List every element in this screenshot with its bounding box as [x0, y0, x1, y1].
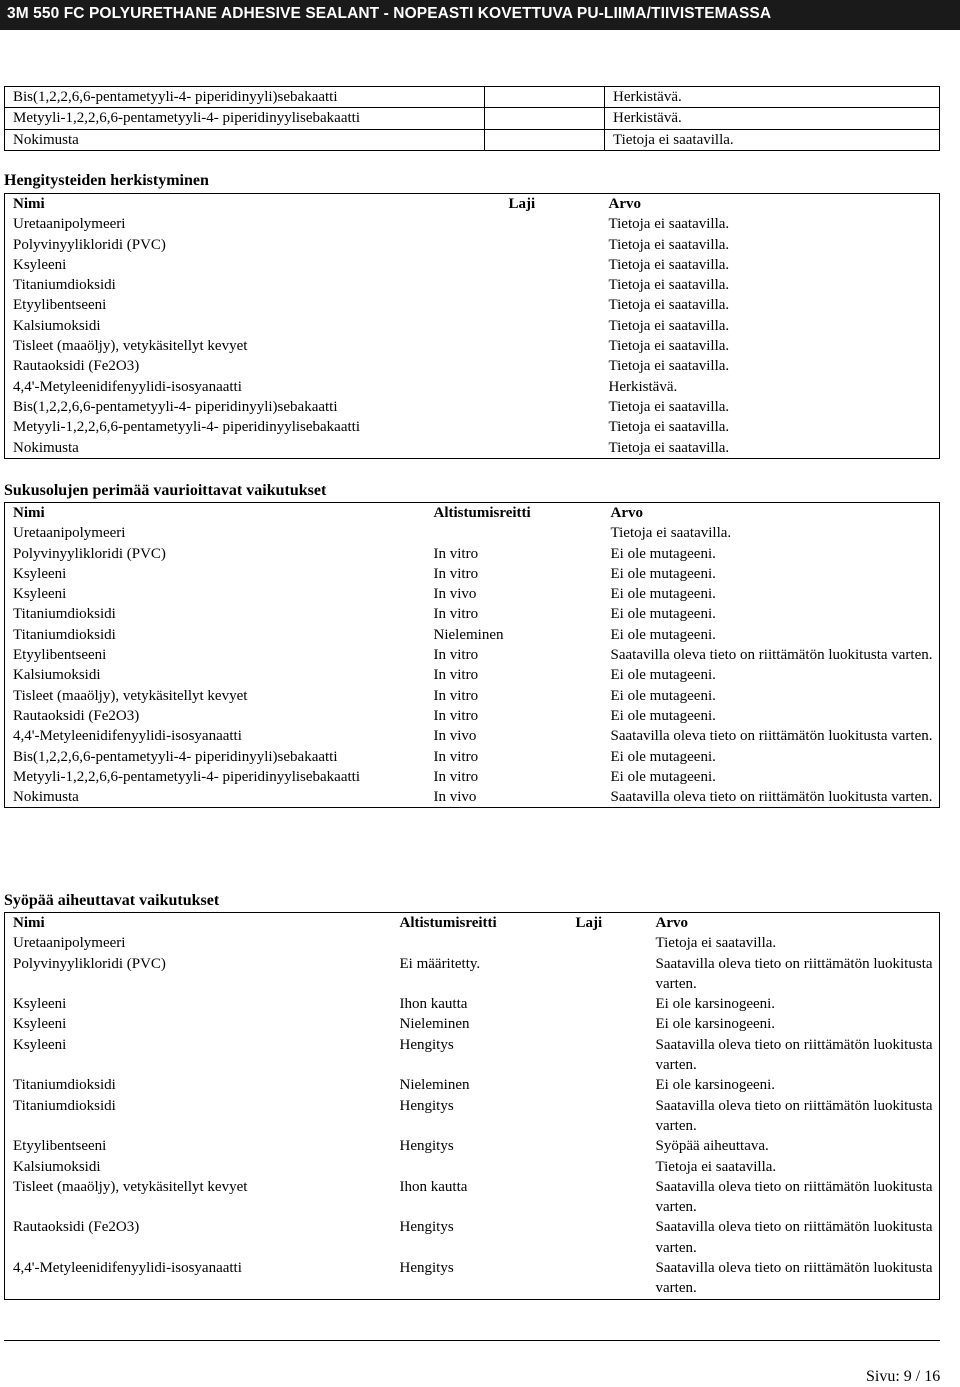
cell-name: Ksyleeni — [13, 256, 67, 273]
cell-value: Ei ole mutageeni. — [610, 667, 716, 684]
cell-name: Uretaanipolymeeri — [13, 525, 126, 542]
cell-route: In vitro — [433, 647, 479, 664]
cell-value: Ei ole karsinogeeni. — [655, 1016, 776, 1033]
table-row — [5, 625, 940, 645]
respiratory-sensitization-table — [4, 193, 940, 459]
cell-type — [501, 255, 601, 275]
cell-value: Ei ole mutageeni. — [610, 626, 716, 643]
cell-type — [501, 397, 601, 417]
table-row — [5, 564, 940, 584]
section-title: Sukusolujen perimää vaurioittavat vaikutukset — [4, 482, 327, 499]
table-row — [5, 1157, 940, 1177]
cell-name: Metyyli-1,2,2,6,6-pentametyyli-4- piperidinyylisebakaatti — [13, 419, 360, 436]
cell-type — [501, 275, 601, 295]
cell-name: Etyylibentseeni — [13, 647, 107, 664]
table-row — [5, 584, 940, 604]
table-row — [5, 933, 940, 953]
cell-name: Ksyleeni — [13, 1036, 67, 1053]
cell-value: Saatavilla oleva tieto on riittämätön luokitusta varten. — [655, 1178, 933, 1216]
cell-name: Titaniumdioksidi — [13, 1077, 116, 1094]
cell-type — [568, 1035, 648, 1076]
cell-route: Hengitys — [399, 1260, 454, 1277]
cell-name: Etyylibentseeni — [13, 297, 107, 314]
cell-route: Hengitys — [399, 1138, 454, 1155]
section-germ-cell-mutagenicity — [4, 481, 940, 808]
table-header-row — [5, 913, 940, 934]
page-number: Sivu: 9 / 16 — [866, 1368, 941, 1385]
cell-route — [392, 933, 568, 953]
cell-value: Tietoja ei saatavilla. — [608, 398, 730, 415]
germ-cell-mutagenicity-table — [4, 502, 940, 808]
cell-type — [568, 1157, 648, 1177]
cell-value: Herkistävä. — [605, 87, 940, 108]
cell-type — [568, 954, 648, 995]
table-row — [5, 417, 940, 437]
cell-route: In vitro — [433, 565, 479, 582]
cell-route: In vivo — [433, 728, 477, 745]
table-row — [5, 544, 940, 564]
table-row — [5, 706, 940, 726]
cell-route: Ei määritetty. — [399, 955, 481, 972]
cell-name: Polyvinyylikloridi (PVC) — [13, 545, 166, 562]
cell-value: Herkistävä. — [605, 108, 940, 129]
cell-type — [501, 295, 601, 315]
cell-route: Nieleminen — [399, 1016, 470, 1033]
cell-type — [501, 214, 601, 234]
table-row — [5, 686, 940, 706]
table-header-row — [5, 194, 940, 215]
table-row — [5, 604, 940, 624]
document-title: 3M 550 FC POLYURETHANE ADHESIVE SEALANT - NOPEASTI KOVETTUVA PU-LIIMA/TIIVISTEMASSA — [7, 5, 772, 22]
table-row — [5, 295, 940, 315]
cell-route — [392, 1157, 568, 1177]
cell-name: Tisleet (maaöljy), vetykäsitellyt kevyet — [13, 687, 248, 704]
cell-value: Tietoja ei saatavilla. — [608, 338, 730, 355]
table-row — [5, 336, 940, 356]
cell-name: Nokimusta — [13, 439, 79, 456]
section-carcinogenicity — [4, 891, 940, 1300]
cell-name: Ksyleeni — [13, 565, 67, 582]
cell-route: In vitro — [433, 768, 479, 785]
cell-value: Tietoja ei saatavilla. — [610, 525, 732, 542]
cell-value: Tietoja ei saatavilla. — [608, 439, 730, 456]
cell-value: Ei ole mutageeni. — [610, 586, 716, 603]
cell-type — [568, 1014, 648, 1034]
table-row — [5, 1136, 940, 1156]
cell-mid — [485, 108, 605, 129]
cell-value: Tietoja ei saatavilla. — [608, 297, 730, 314]
cell-route: Hengitys — [399, 1219, 454, 1236]
column-header: Arvo — [655, 915, 688, 931]
cell-type — [501, 417, 601, 437]
cell-route: Hengitys — [399, 1036, 454, 1053]
cell-route: In vivo — [433, 586, 477, 603]
cell-value: Tietoja ei saatavilla. — [608, 216, 730, 233]
table-row — [5, 1075, 940, 1095]
column-header: Altistumisreitti — [433, 505, 531, 521]
cell-value: Herkistävä. — [608, 378, 678, 395]
cell-type — [501, 336, 601, 356]
cell-route: In vitro — [433, 667, 479, 684]
cell-name: Bis(1,2,2,6,6-pentametyyli-4- piperidinyyli)sebakaatti — [13, 398, 338, 415]
cell-route: In vitro — [433, 707, 479, 724]
cell-name: 4,4'-Metyleenidifenyylidi-isosyanaatti — [13, 378, 242, 395]
carcinogenicity-table — [4, 912, 940, 1300]
cell-route: In vitro — [433, 687, 479, 704]
table-row — [5, 1217, 940, 1258]
cell-value: Saatavilla oleva tieto on riittämätön luokitusta varten. — [655, 1097, 933, 1134]
cell-value: Saatavilla oleva tieto on riittämätön luokitusta varten. — [655, 1219, 933, 1256]
cell-type — [568, 1096, 648, 1137]
table-row — [5, 377, 940, 397]
section-title: Syöpää aiheuttavat vaikutukset — [4, 892, 220, 909]
table-row — [5, 747, 940, 767]
section-respiratory-sensitization — [4, 171, 940, 459]
table-row — [5, 1014, 940, 1034]
cell-value: Ei ole karsinogeeni. — [655, 996, 776, 1013]
cell-name: Kalsiumoksidi — [13, 317, 101, 334]
cell-name: Nokimusta — [5, 129, 485, 150]
cell-name: Etyylibentseeni — [13, 1138, 107, 1155]
cell-name: Titaniumdioksidi — [13, 626, 116, 643]
column-header: Nimi — [13, 915, 45, 931]
column-header: Nimi — [13, 196, 45, 212]
cell-value: Tietoja ei saatavilla. — [655, 1158, 777, 1175]
cell-route: Nieleminen — [433, 626, 504, 643]
cell-value: Tietoja ei saatavilla. — [655, 935, 777, 952]
column-header: Laji — [508, 196, 536, 212]
table-row — [5, 316, 940, 336]
table-row — [5, 726, 940, 746]
cell-name: 4,4'-Metyleenidifenyylidi-isosyanaatti — [13, 728, 242, 745]
table-row — [5, 255, 940, 275]
column-header: Arvo — [608, 196, 641, 212]
cell-value: Ei ole karsinogeeni. — [655, 1077, 776, 1094]
cell-value: Ei ole mutageeni. — [610, 748, 716, 765]
table-row — [5, 108, 940, 129]
cell-name: Bis(1,2,2,6,6-pentametyyli-4- piperidinyyli)sebakaatti — [13, 748, 338, 765]
cell-route: In vitro — [433, 545, 479, 562]
cell-name: Metyyli-1,2,2,6,6-pentametyyli-4- piperidinyylisebakaatti — [5, 108, 485, 129]
cell-value: Ei ole mutageeni. — [610, 606, 716, 623]
cell-mid — [485, 87, 605, 108]
cell-name: 4,4'-Metyleenidifenyylidi-isosyanaatti — [13, 1260, 242, 1277]
column-header: Altistumisreitti — [399, 915, 497, 931]
cell-type — [501, 235, 601, 255]
cell-name: Ksyleeni — [13, 996, 67, 1013]
cell-route: Hengitys — [399, 1097, 454, 1114]
cell-value: Saatavilla oleva tieto on riittämätön luokitusta varten. — [655, 1260, 933, 1297]
cell-name: Kalsiumoksidi — [13, 667, 101, 684]
cell-route: In vitro — [433, 606, 479, 623]
cell-value: Tietoja ei saatavilla. — [608, 317, 730, 334]
section-title: Hengitysteiden herkistyminen — [4, 172, 209, 189]
cell-type — [501, 356, 601, 376]
cell-name: Titaniumdioksidi — [13, 277, 116, 294]
cell-name: Titaniumdioksidi — [13, 606, 116, 623]
cell-name: Ksyleeni — [13, 1016, 67, 1033]
table-row — [5, 665, 940, 685]
cell-type — [568, 1075, 648, 1095]
cell-value: Saatavilla oleva tieto on riittämätön luokitusta varten. — [655, 1036, 933, 1074]
cell-type — [501, 377, 601, 397]
cell-type — [568, 994, 648, 1014]
table-row — [5, 129, 940, 150]
cell-type — [568, 1217, 648, 1258]
cell-type — [568, 1136, 648, 1156]
cell-value: Saatavilla oleva tieto on riittämätön luokitusta varten. — [610, 647, 933, 664]
cell-route: In vitro — [433, 748, 479, 765]
cell-name: Tisleet (maaöljy), vetykäsitellyt kevyet — [13, 338, 248, 355]
table-row — [5, 1258, 940, 1299]
continuation-table-block — [4, 86, 940, 151]
cell-route: Ihon kautta — [399, 996, 468, 1013]
table-row — [5, 787, 940, 808]
cell-value: Saatavilla oleva tieto on riittämätön luokitusta varten. — [610, 728, 933, 745]
column-header: Arvo — [610, 505, 643, 521]
cell-name: Polyvinyylikloridi (PVC) — [13, 236, 166, 253]
cell-name: Rautaoksidi (Fe2O3) — [13, 707, 140, 724]
cell-value: Ei ole mutageeni. — [610, 707, 716, 724]
cell-type — [568, 1258, 648, 1299]
cell-value: Tietoja ei saatavilla. — [608, 236, 730, 253]
table-row — [5, 523, 940, 543]
table-header-row — [5, 503, 940, 524]
cell-name: Rautaoksidi (Fe2O3) — [13, 358, 140, 375]
cell-route — [426, 523, 603, 543]
table-row — [5, 1035, 940, 1076]
table-row — [5, 1096, 940, 1137]
cell-name: Kalsiumoksidi — [13, 1158, 101, 1175]
cell-type — [568, 933, 648, 953]
cell-name: Bis(1,2,2,6,6-pentametyyli-4- piperidinyyli)sebakaatti — [5, 87, 485, 108]
cell-type — [501, 316, 601, 336]
table-row — [5, 994, 940, 1014]
cell-type — [568, 1177, 648, 1218]
cell-route: Nieleminen — [399, 1077, 470, 1094]
table-row — [5, 87, 940, 108]
document-header — [0, 0, 960, 30]
table-row — [5, 954, 940, 995]
footer-divider — [4, 1340, 940, 1341]
table-row — [5, 356, 940, 376]
cell-mid — [485, 129, 605, 150]
cell-name: Rautaoksidi (Fe2O3) — [13, 1219, 140, 1236]
table-row — [5, 1177, 940, 1218]
table-row — [5, 397, 940, 417]
cell-value: Syöpää aiheuttava. — [655, 1138, 769, 1155]
cell-value: Tietoja ei saatavilla. — [608, 419, 730, 436]
cell-route: Ihon kautta — [399, 1178, 468, 1195]
cell-type — [501, 438, 601, 459]
continuation-table — [4, 86, 940, 151]
column-header: Laji — [575, 915, 603, 931]
cell-name: Titaniumdioksidi — [13, 1097, 116, 1114]
table-row — [5, 214, 940, 234]
cell-value: Tietoja ei saatavilla. — [608, 277, 730, 294]
cell-name: Uretaanipolymeeri — [13, 216, 126, 233]
table-row — [5, 645, 940, 665]
cell-value: Tietoja ei saatavilla. — [608, 256, 730, 273]
cell-value: Ei ole mutageeni. — [610, 565, 716, 582]
cell-value: Saatavilla oleva tieto on riittämätön luokitusta varten. — [655, 955, 933, 992]
cell-name: Metyyli-1,2,2,6,6-pentametyyli-4- piperidinyylisebakaatti — [13, 768, 360, 785]
cell-name: Polyvinyylikloridi (PVC) — [13, 955, 166, 972]
column-header: Nimi — [13, 505, 45, 521]
cell-value: Ei ole mutageeni. — [610, 545, 716, 562]
table-row — [5, 767, 940, 787]
cell-value: Tietoja ei saatavilla. — [613, 131, 734, 148]
cell-value: Ei ole mutageeni. — [610, 768, 716, 785]
cell-value: Saatavilla oleva tieto on riittämätön luokitusta varten. — [610, 789, 933, 806]
cell-name: Tisleet (maaöljy), vetykäsitellyt kevyet — [13, 1178, 248, 1195]
table-row — [5, 438, 940, 459]
cell-route: In vivo — [433, 789, 477, 806]
table-row — [5, 275, 940, 295]
cell-value: Ei ole mutageeni. — [610, 687, 716, 704]
cell-name: Uretaanipolymeeri — [13, 935, 126, 952]
cell-value: Tietoja ei saatavilla. — [608, 358, 730, 375]
cell-name: Ksyleeni — [13, 586, 67, 603]
cell-name: Nokimusta — [13, 789, 79, 806]
table-row — [5, 235, 940, 255]
